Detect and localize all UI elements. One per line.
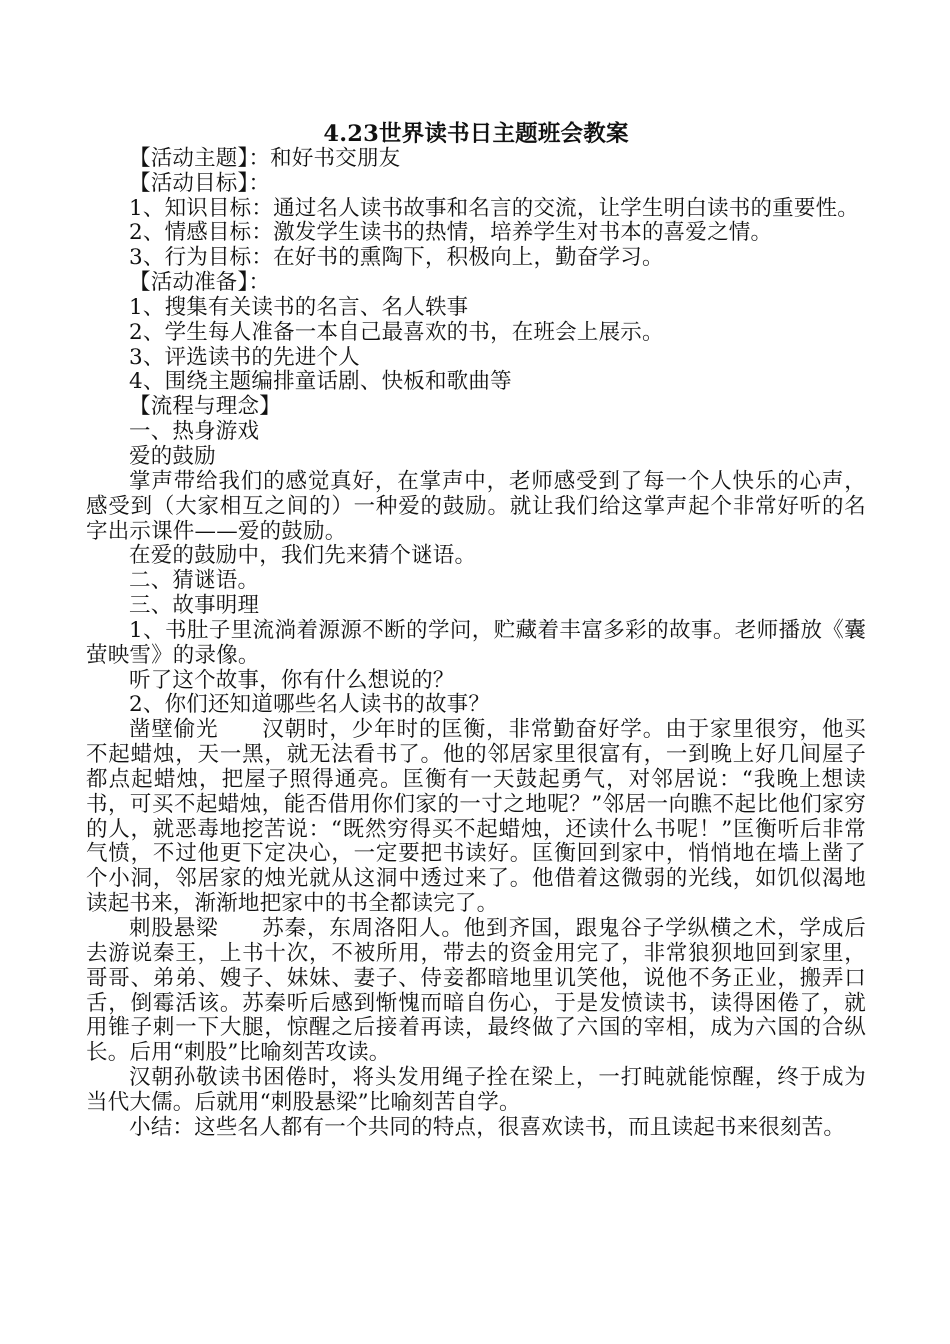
story-body: 汉朝时，少年时的匡衡，非常勤奋好学。由于家里很穷，他买不起蜡烛，天一黑，就无法看书了。他的邻居家里很富有，一到晚上好几间屋子都点起蜡烛，把屋子照得通亮。匡衡有一天鼓起勇气，对邻居说：“我晚上想读书，可买不起蜡烛，能否借用你们家的一寸之地呢？”邻居一向瞧不起比他们家穷的人，就恶毒地挖苦说：“既然穷得买不起蜡烛，还读什么书呢！”匡衡听后非常气愤，不过他更下定决心，一定要把书读好。匡衡回到家中，悄悄地在墙上凿了个小洞，邻居家的烛光就从这洞中透过来了。他借着这微弱的光线，如饥似渴地读起书来，渐渐地把家中的书全都读完了。 — [86, 717, 866, 917]
paragraph-applause: 掌声带给我们的感觉真好，在掌声中，老师感受到了每一个人快乐的心声，感受到（大家相互之间的）一种爱的鼓励。就让我们给这掌声起个非常好听的名字出示课件——爱的鼓励。 — [86, 468, 866, 544]
subsection-love-encouragement: 爱的鼓励 — [129, 443, 216, 469]
paragraph-story-video: 1、书肚子里流淌着源源不断的学问，贮藏着丰富多彩的故事。老师播放《囊萤映雪》的录像。 — [86, 617, 866, 668]
activity-goals-heading: 【活动目标】： — [129, 170, 271, 196]
story-kuang-heng — [86, 718, 866, 917]
behavior-goal: 3、行为目标：在好书的熏陶下，积极向上，勤奋学习。 — [129, 245, 664, 271]
emotion-goal: 2、情感目标：激发学生读书的热情，培养学生对书本的喜爱之情。 — [129, 220, 773, 246]
paragraph-question: 听了这个故事，你有什么想说的？ — [129, 667, 455, 693]
story-su-qin — [86, 917, 866, 1066]
paragraph-sun-jing: 汉朝孙敬读书困倦时，将头发用绳子拴在梁上，一打盹就能惊醒，终于成为当代大儒。后就用“刺股悬梁”比喻刻苦自学。 — [86, 1065, 866, 1115]
activity-prep-heading: 【活动准备】： — [129, 270, 271, 296]
document-body — [86, 122, 866, 1141]
paragraph-summary: 小结：这些名人都有一个共同的特点，很喜欢读书，而且读起书来很刻苦。 — [129, 1114, 846, 1140]
knowledge-goal: 1、知识目标：通过名人读书故事和名言的交流，让学生明白读书的重要性。 — [129, 195, 859, 221]
prep-item-2: 2、学生每人准备一本自己最喜欢的书，在班会上展示。 — [129, 319, 664, 345]
paragraph-famous-readers: 2、你们还知道哪些名人读书的故事？ — [129, 692, 491, 718]
process-heading: 【流程与理念】 — [129, 394, 281, 420]
section-riddle: 二、猜谜语。 — [129, 568, 260, 594]
document-title: 4.23世界读书日主题班会教案 — [323, 121, 629, 147]
story-heading: 凿壁偷光 — [129, 717, 219, 743]
activity-theme: 【活动主题】：和好书交朋友 — [129, 145, 401, 171]
section-warmup: 一、热身游戏 — [129, 419, 260, 445]
prep-item-3: 3、评选读书的先进个人 — [129, 344, 360, 370]
prep-item-1: 1、搜集有关读书的名言、名人轶事 — [129, 294, 469, 320]
paragraph-riddle-intro: 在爱的鼓励中，我们先来猜个谜语。 — [129, 543, 477, 569]
story-body: 苏秦，东周洛阳人。他到齐国，跟鬼谷子学纵横之术，学成后去游说秦王，上书十次，不被所用，带去的资金用完了，非常狼狈地回到家里，哥哥、弟弟、嫂子、妹妹、妻子、侍妾都暗地里讥笑他，说他不务正业，搬弄口舌，倒霉活该。苏秦听后感到惭愧而暗自伤心，于是发愤读书，读得困倦了，就用锥子刺一下大腿，惊醒之后接着再读，最终做了六国的宰相，成为六国的合纵长。后用“刺股”比喻刻苦攻读。 — [86, 916, 866, 1066]
story-heading: 刺股悬梁 — [129, 916, 219, 941]
prep-item-4: 4、围绕主题编排童话剧、快板和歌曲等 — [129, 369, 512, 395]
section-stories: 三、故事明理 — [129, 593, 260, 619]
